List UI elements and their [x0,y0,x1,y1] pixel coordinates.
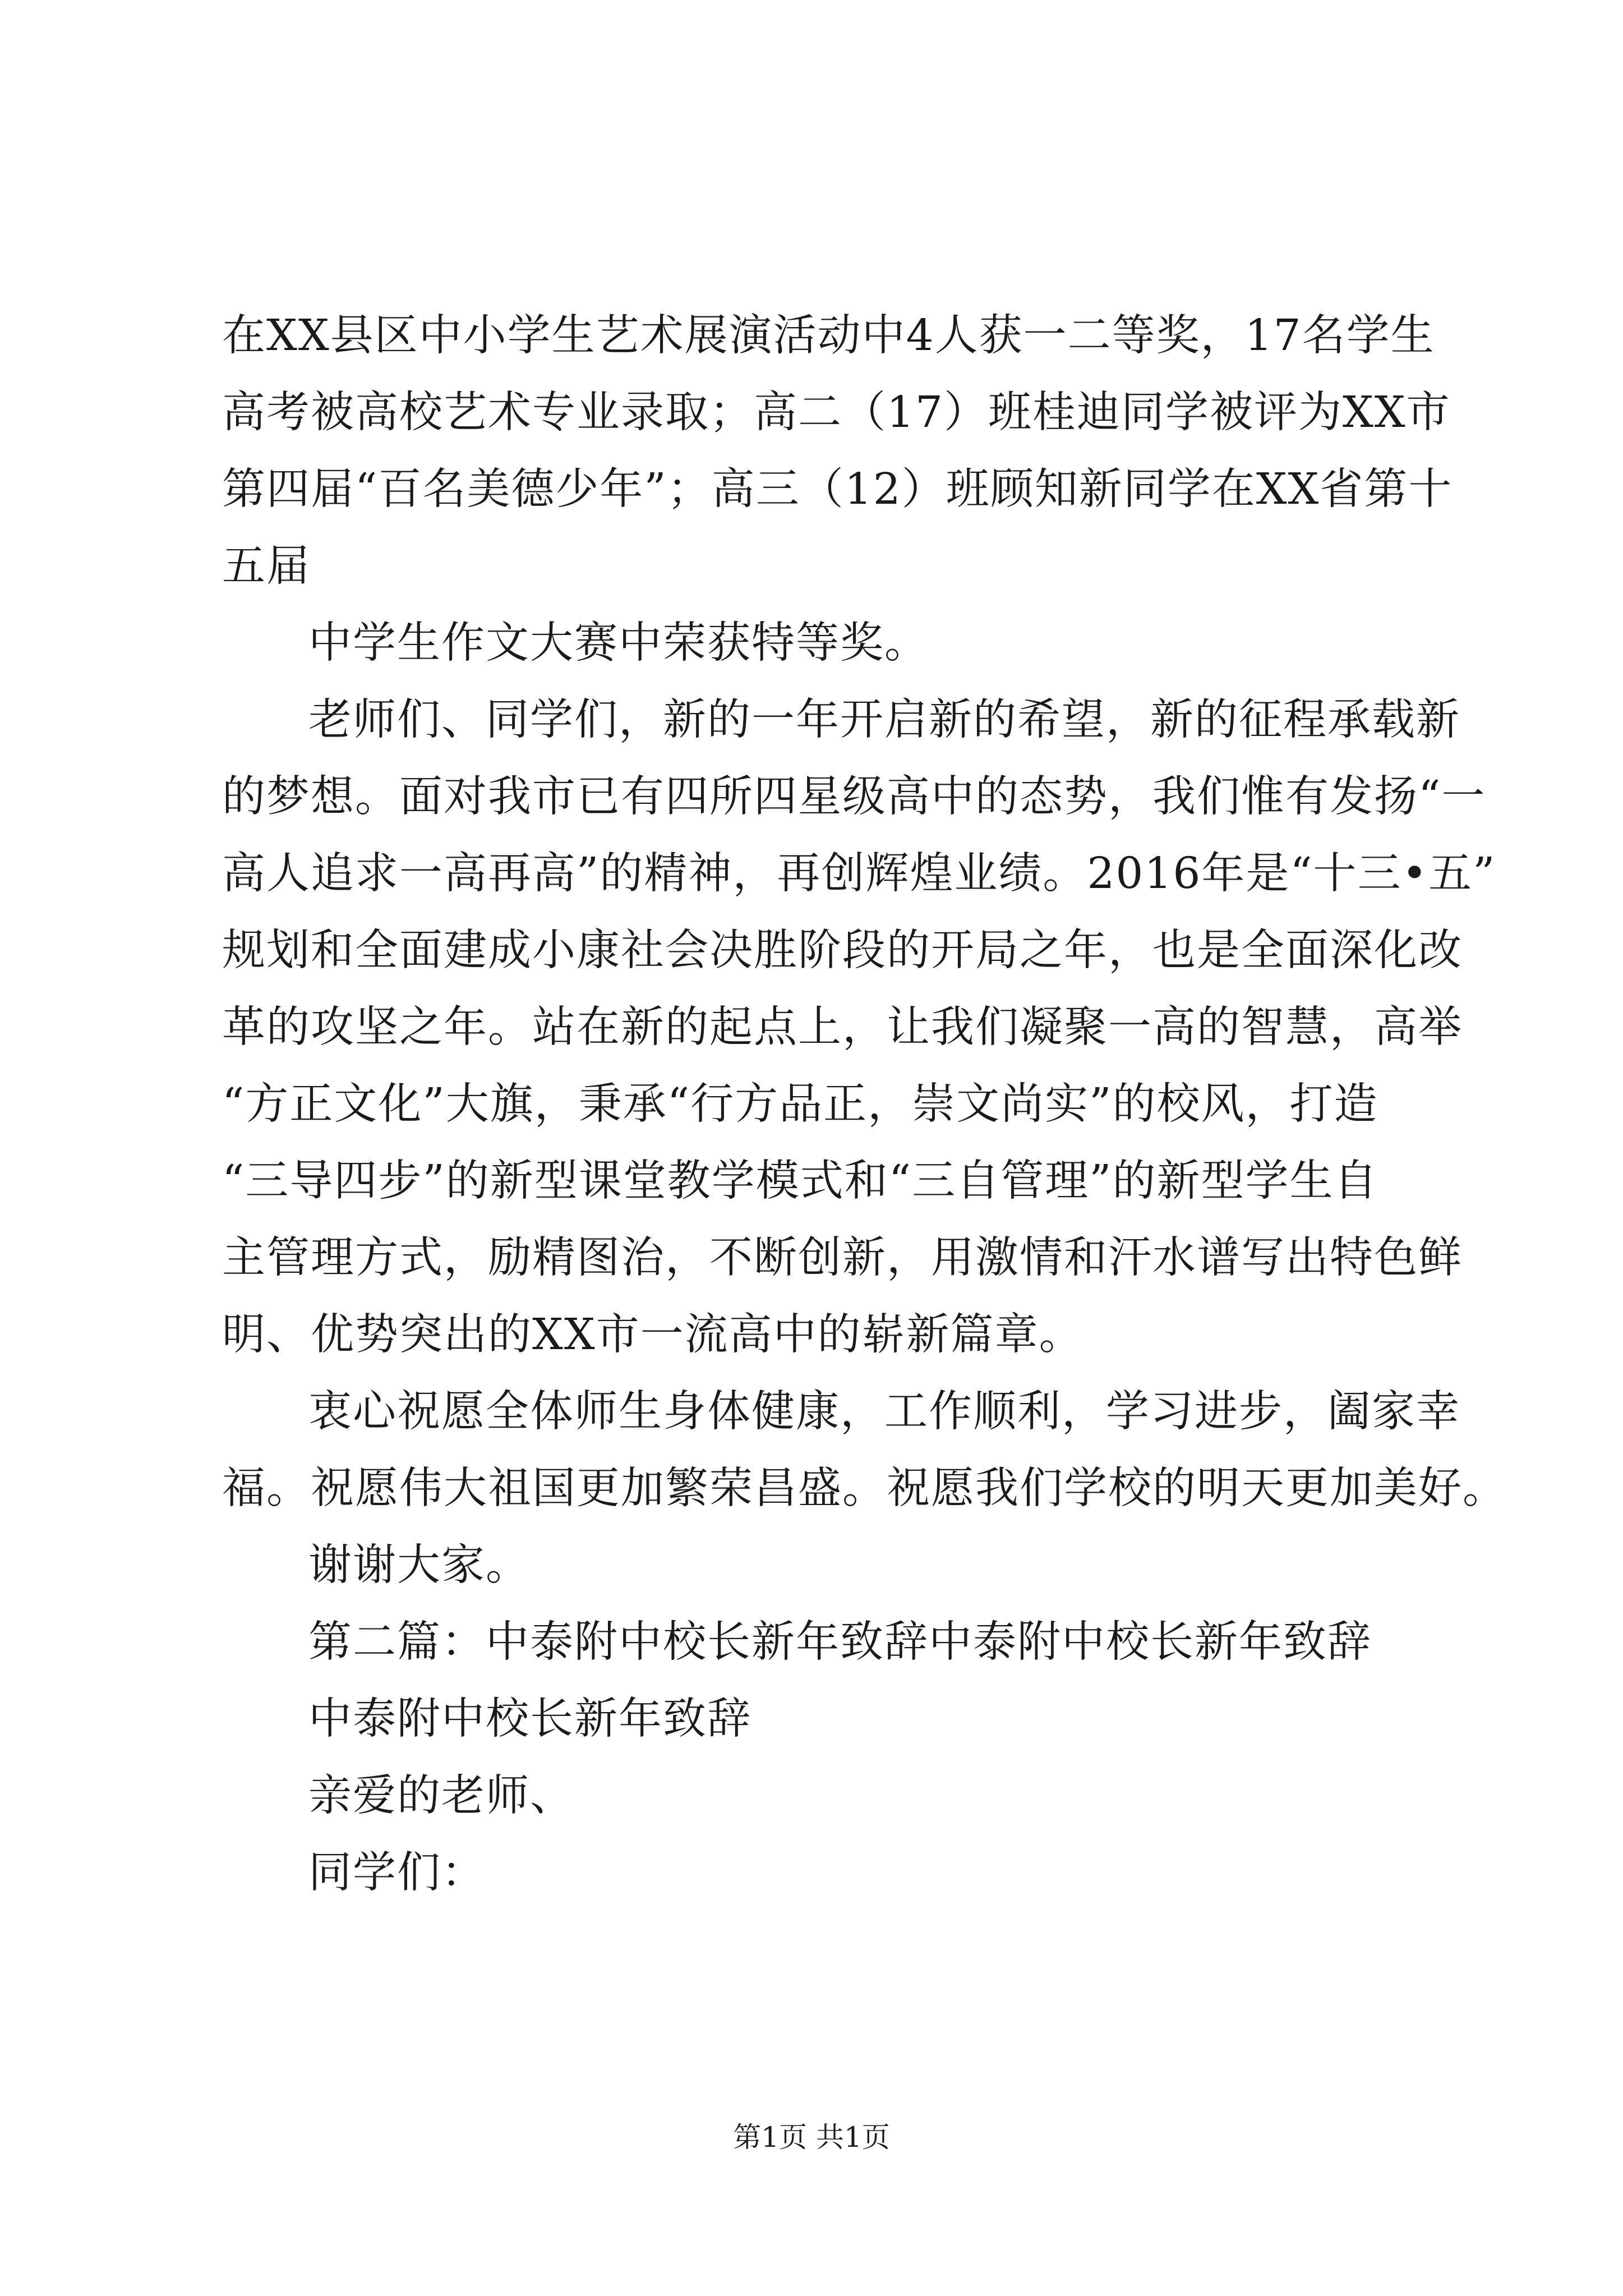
text-line: 高考被高校艺术专业录取；高二（17）班桂迪同学被评为XX市 [222,388,1451,438]
section-heading: 第二篇：中泰附中校长新年致辞中泰附中校长新年致辞 [308,1617,1372,1667]
text-line: 革的攻坚之年。站在新的起点上，让我们凝聚一高的智慧，高举 [222,1002,1463,1052]
section-title: 中泰附中校长新年致辞 [308,1694,751,1744]
text-line: 五届 [222,541,311,591]
text-line: 中学生作文大赛中荣获特等奖。 [308,618,929,668]
salutation-line: 同学们： [308,1848,486,1898]
text-line: 规划和全面建成小康社会决胜阶段的开局之年，也是全面深化改 [222,926,1463,976]
text-line: 福。祝愿伟大祖国更加繁荣昌盛。祝愿我们学校的明天更加美好。 [222,1464,1507,1513]
page-number-footer: 第1页 共1页 [733,2121,890,2154]
paragraph-start-line: 衷心祝愿全体师生身体健康，工作顺利，学习进步，阖家幸 [308,1387,1460,1437]
text-line: “三导四步”的新型课堂教学模式和“三自管理”的新型学生自 [222,1156,1378,1206]
text-line: 的梦想。面对我市已有四所四星级高中的态势，我们惟有发扬“一 [222,772,1486,822]
text-line: 高人追求一高再高”的精神，再创辉煌业绩。2016年是“十三•五” [222,849,1496,899]
paragraph-start-line: 老师们、同学们，新的一年开启新的希望，新的征程承载新 [308,695,1460,745]
text-line: “方正文化”大旗，秉承“行方品正，崇文尚实”的校风，打造 [222,1079,1378,1129]
text-line: 明、优势突出的XX市一流高中的崭新篇章。 [222,1310,1083,1360]
document-body [222,297,1507,1911]
text-line: 主管理方式，励精图治，不断创新，用激情和汗水谱写出特色鲜 [222,1233,1463,1283]
text-line: 第四届“百名美德少年”；高三（12）班顾知新同学在XX省第十 [222,464,1453,514]
closing-line: 谢谢大家。 [308,1540,530,1590]
text-line: 在XX县区中小学生艺术展演活动中4人获一二等奖，17名学生 [222,311,1435,361]
salutation-line: 亲爱的老师、 [308,1771,574,1821]
